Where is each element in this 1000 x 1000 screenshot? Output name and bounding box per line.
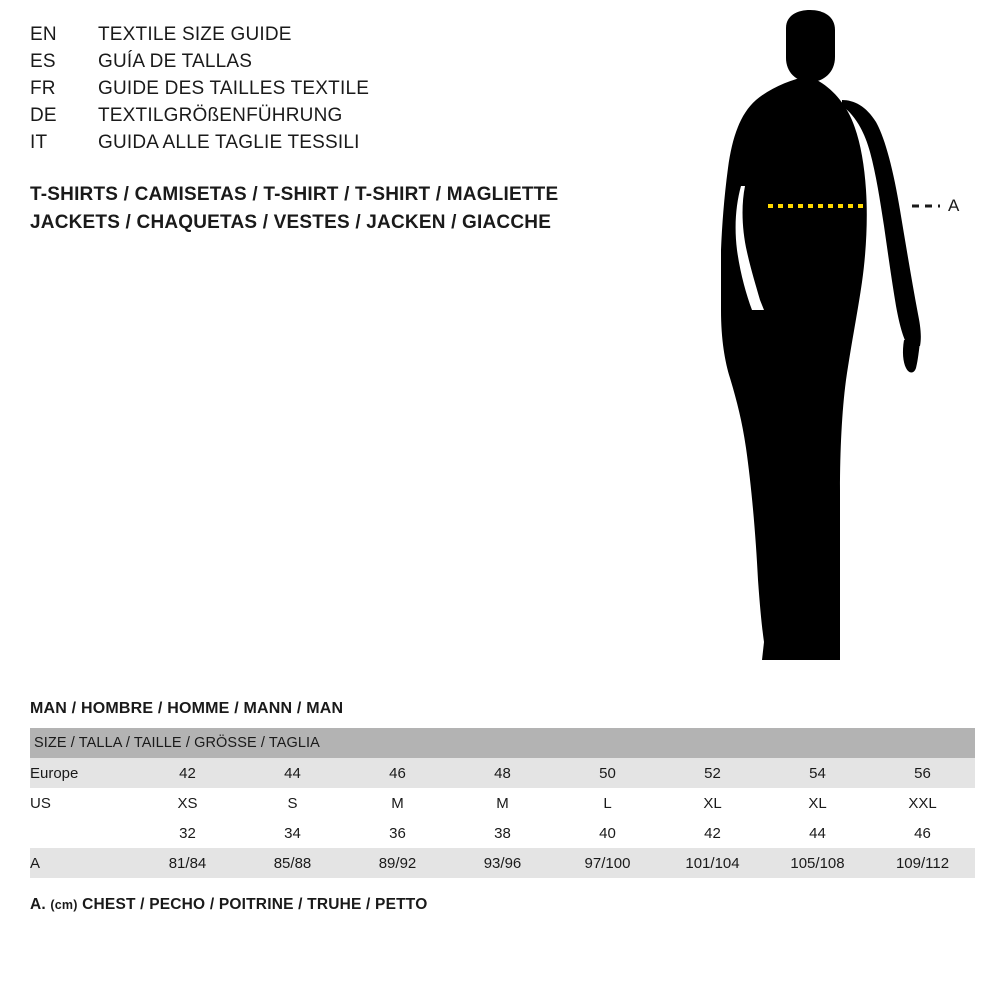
table-row — [30, 758, 975, 788]
language-text: GUÍA DE TALLAS — [98, 51, 253, 72]
gender-title: MAN / HOMBRE / HOMME / MANN / MAN — [30, 700, 344, 717]
language-row — [30, 105, 630, 132]
language-text: TEXTILE SIZE GUIDE — [98, 24, 292, 45]
cell-value: 81/84 — [135, 848, 240, 878]
footnote-unit: (cm) — [50, 898, 78, 912]
cell-value: 105/108 — [765, 848, 870, 878]
cell-value: XXL — [870, 788, 975, 818]
language-code: DE — [30, 105, 57, 126]
footnote-prefix: A. — [30, 896, 46, 913]
cell-value: 46 — [870, 818, 975, 848]
cell-value: 36 — [345, 818, 450, 848]
cell-value: 109/112 — [870, 848, 975, 878]
language-header — [30, 24, 630, 159]
cell-value: 46 — [345, 758, 450, 788]
cell-value: 44 — [765, 818, 870, 848]
cell-value: S — [240, 788, 345, 818]
measure-label-a: A — [948, 196, 960, 215]
cell-value: XL — [765, 788, 870, 818]
cell-value: 40 — [555, 818, 660, 848]
cell-value: 97/100 — [555, 848, 660, 878]
language-text: TEXTILGRÖßENFÜHRUNG — [98, 105, 343, 126]
size-table — [30, 728, 975, 878]
cell-value: 42 — [135, 758, 240, 788]
cell-value: 34 — [240, 818, 345, 848]
silhouette-svg — [690, 10, 990, 670]
cell-value: 42 — [660, 818, 765, 848]
row-label: Europe — [30, 758, 135, 788]
table-header-row — [30, 728, 975, 758]
cell-value: 48 — [450, 758, 555, 788]
language-row — [30, 132, 630, 159]
language-code: IT — [30, 132, 48, 153]
cell-value: 32 — [135, 818, 240, 848]
language-code: EN — [30, 24, 57, 45]
language-text: GUIDA ALLE TAGLIE TESSILI — [98, 132, 360, 153]
language-code: FR — [30, 78, 56, 99]
cell-value: M — [345, 788, 450, 818]
cell-value: XL — [660, 788, 765, 818]
language-row — [30, 51, 630, 78]
cell-value: M — [450, 788, 555, 818]
table-row — [30, 848, 975, 878]
size-table-section — [30, 700, 975, 914]
cell-value: 85/88 — [240, 848, 345, 878]
language-row — [30, 78, 630, 105]
body-silhouette-figure — [690, 10, 990, 670]
row-label — [30, 818, 135, 848]
language-text: GUIDE DES TAILLES TEXTILE — [98, 78, 370, 99]
cell-value: 93/96 — [450, 848, 555, 878]
cell-value: 89/92 — [345, 848, 450, 878]
table-row — [30, 818, 975, 848]
row-label: US — [30, 788, 135, 818]
row-label: A — [30, 848, 135, 878]
cell-value: 101/104 — [660, 848, 765, 878]
language-code: ES — [30, 51, 56, 72]
cell-value: 44 — [240, 758, 345, 788]
cell-value: 52 — [660, 758, 765, 788]
cell-value: 50 — [555, 758, 660, 788]
cell-value: 54 — [765, 758, 870, 788]
cell-value: XS — [135, 788, 240, 818]
category-block — [30, 184, 670, 240]
table-header-label: SIZE / TALLA / TAILLE / GRÖSSE / TAGLIA — [30, 728, 975, 758]
language-row — [30, 24, 630, 51]
table-row — [30, 788, 975, 818]
footnote-text: CHEST / PECHO / POITRINE / TRUHE / PETTO — [82, 896, 428, 913]
category-line-tshirts: T-SHIRTS / CAMISETAS / T-SHIRT / T-SHIRT / MAGLIETTE — [30, 184, 559, 205]
cell-value: 38 — [450, 818, 555, 848]
footnote — [30, 896, 975, 914]
cell-value: L — [555, 788, 660, 818]
cell-value: 56 — [870, 758, 975, 788]
category-line-jackets: JACKETS / CHAQUETAS / VESTES / JACKEN / GIACCHE — [30, 212, 552, 233]
